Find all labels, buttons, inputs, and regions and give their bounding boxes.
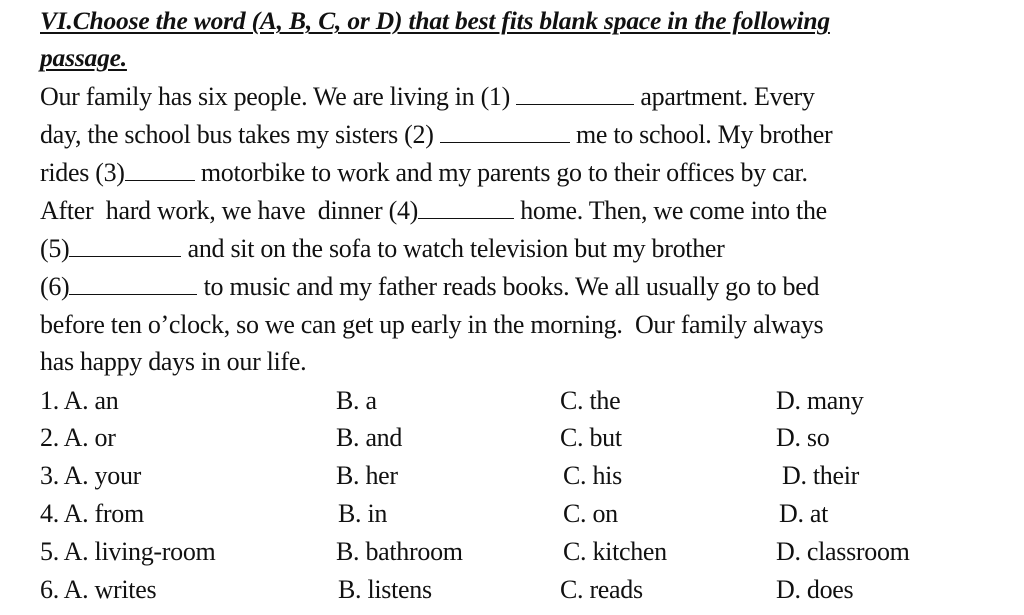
blank-5 [69,234,181,257]
passage-text: (6) [40,272,70,301]
q6-option-d: D. does [776,575,854,604]
q2-option-b: B. and [336,423,403,452]
blank-6 [69,272,197,295]
q4-option-b: B. in [338,499,388,528]
q5-option-c: C. kitchen [563,537,667,566]
passage-text: me to school. My brother [569,120,833,149]
q3-option-d: D. their [782,461,860,490]
q1-option-d: D. many [776,386,864,415]
passage-line-2 [40,120,832,150]
q1-option-b: B. a [336,386,377,415]
passage-line-8: has happy days in our life. [40,347,307,376]
exercise-title-cont: passage. [40,43,127,72]
passage-text: to music and my father reads books. We all usually go to bed [197,272,820,301]
q1-option-c: C. the [560,386,621,415]
passage-line-7: before ten o’clock, so we can get up early in the morning. Our family always [40,310,824,339]
exercise-title: VI.Choose the word (A, B, C, or D) that best fits blank space in the following [40,6,830,35]
q6-option-c: C. reads [560,575,643,604]
passage-text: (5) [40,234,70,263]
q4-option-c: C. on [563,499,618,528]
passage-text: home. Then, we come into the [514,196,827,225]
q2-option-d: D. so [776,423,830,452]
q6-option-a: 6. A. writes [40,575,157,604]
passage-line-4 [40,196,827,226]
q4-option-a: 4. A. from [40,499,144,528]
passage-text: Our family has six people. We are living in (1) [40,82,517,111]
passage-line-5 [40,234,725,264]
passage-line-6 [40,272,819,302]
q5-option-d: D. classroom [776,537,910,566]
q4-option-d: D. at [779,499,829,528]
q2-option-c: C. but [560,423,622,452]
q2-option-a: 2. A. or [40,423,116,452]
q6-option-b: B. listens [338,575,432,604]
q3-option-a: 3. A. your [40,461,142,490]
passage-text: rides (3) [40,158,125,187]
blank-1 [516,82,634,105]
q5-option-a: 5. A. living-room [40,537,216,566]
q3-option-b: B. her [336,461,398,490]
blank-4 [418,196,514,219]
exercise-heading [40,2,1000,76]
passage-text: motorbike to work and my parents go to their offices by car. [194,158,808,187]
blank-3 [125,158,195,181]
blank-2 [440,120,570,143]
passage-text: After hard work, we have dinner (4) [40,196,419,225]
passage-text: day, the school bus takes my sisters (2) [40,120,440,149]
passage-text: and sit on the sofa to watch television but my brother [181,234,725,263]
q3-option-c: C. his [563,461,622,490]
passage-text: apartment. Every [634,82,815,111]
passage-line-1 [40,82,815,112]
passage-line-3 [40,158,808,188]
q5-option-b: B. bathroom [336,537,463,566]
q1-option-a: 1. A. an [40,386,119,415]
